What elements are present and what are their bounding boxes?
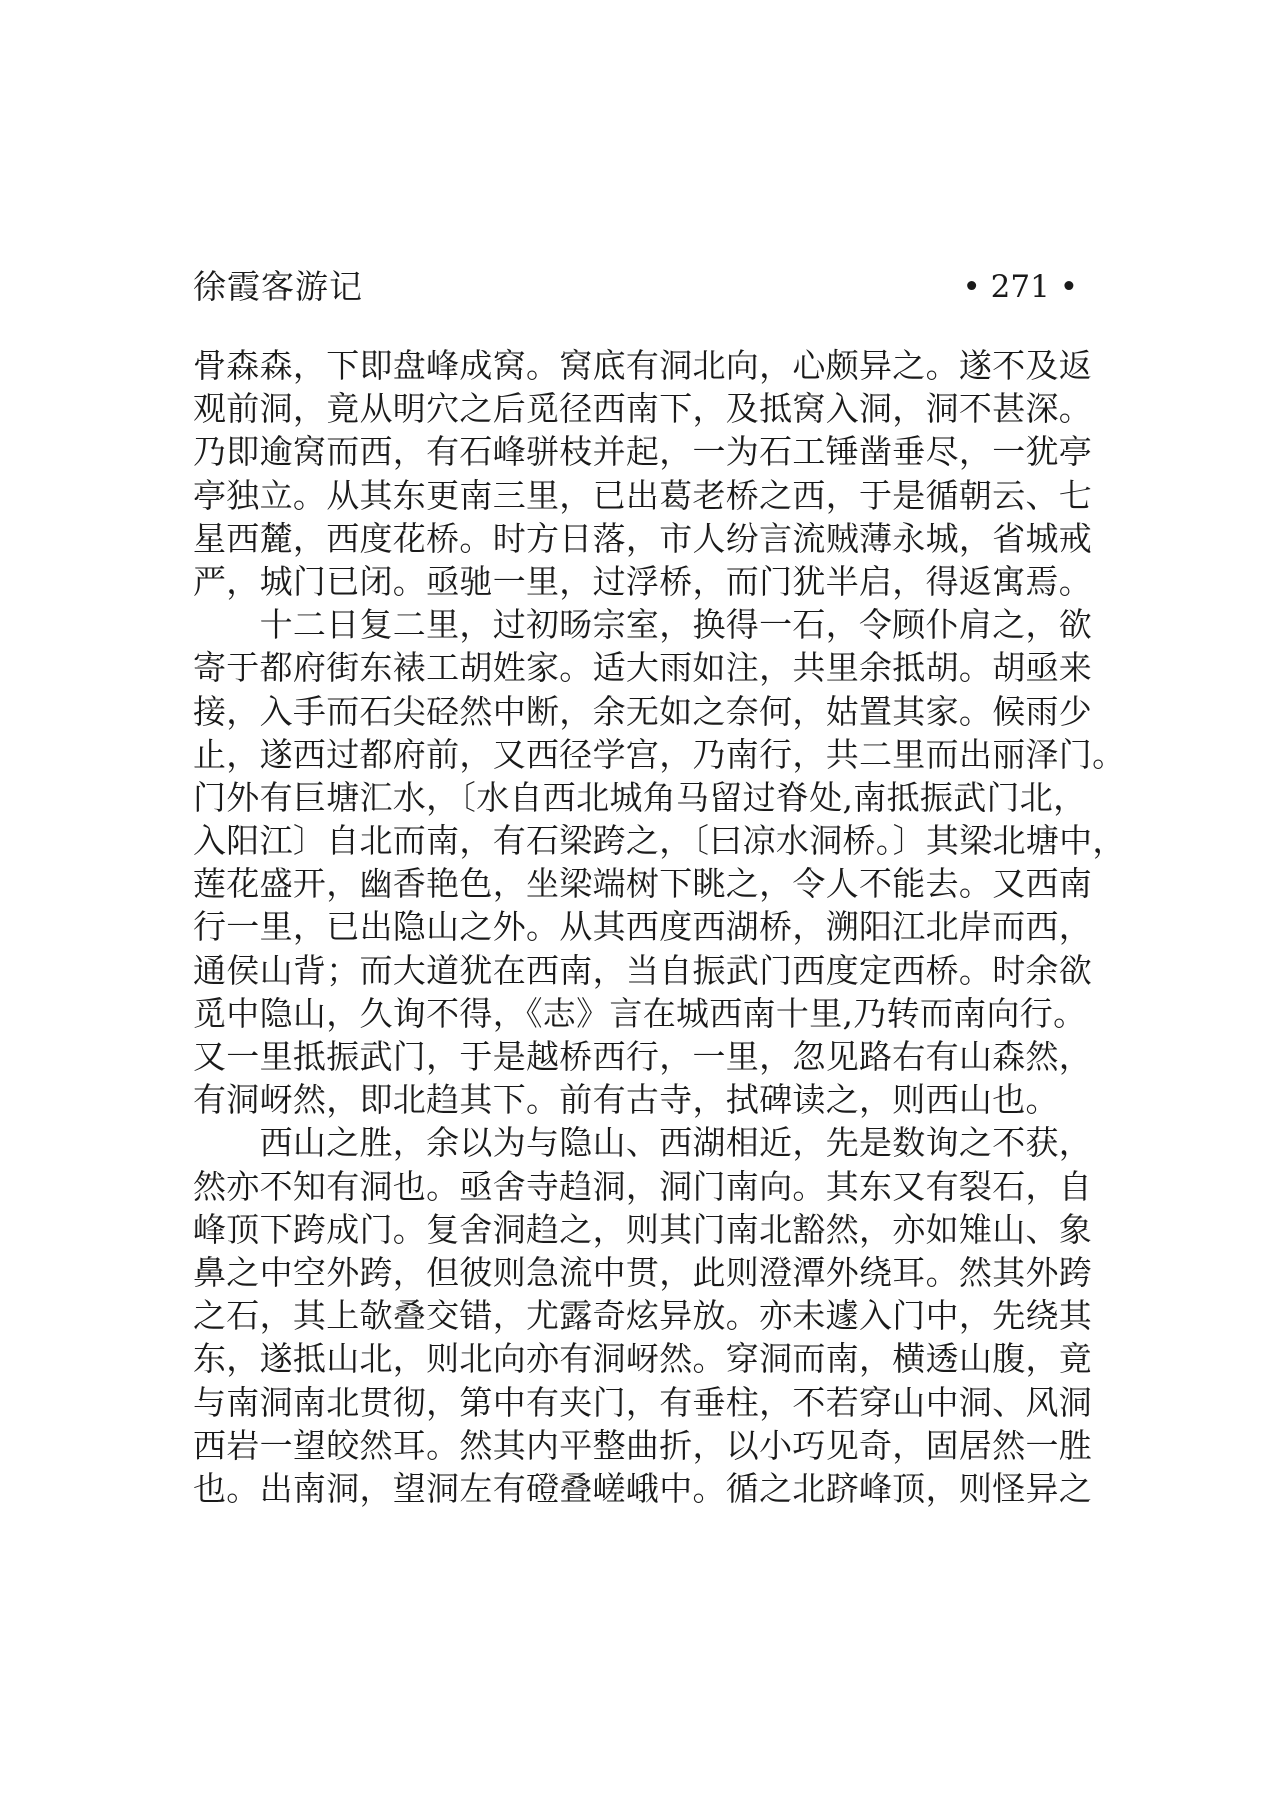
text-line: 亭独立。从其东更南三里，已出葛老桥之西，于是循朝云、七 bbox=[193, 475, 1093, 515]
text-line: 与南洞南北贯彻，第中有夹门，有垂柱，不若穿山中洞、风洞 bbox=[193, 1382, 1093, 1422]
text-line: 鼻之中空外跨，但彼则急流中贯，此则澄潭外绕耳。然其外跨 bbox=[193, 1252, 1093, 1292]
text-line: 然亦不知有洞也。亟舍寺趋洞，洞门南向。其东又有裂石，自 bbox=[193, 1166, 1093, 1206]
text-line: 西岩一望皎然耳。然其内平整曲折，以小巧见奇，固居然一胜 bbox=[193, 1425, 1093, 1465]
text-line: 寄于都府街东裱工胡姓家。适大雨如注，共里余抵胡。胡亟来 bbox=[193, 648, 1093, 688]
text-line: 有洞岈然，即北趋其下。前有古寺，拭碑读之，则西山也。 bbox=[193, 1080, 1059, 1120]
text-line: 乃即逾窝而西，有石峰骈枝并起，一为石工锤凿垂尽，一犹亭 bbox=[193, 432, 1093, 472]
text-line: 也。出南洞，望洞左有磴叠嵯峨中。循之北跻峰顶，则怪异之 bbox=[193, 1468, 1093, 1508]
text-line: 骨森森，下即盘峰成窝。窝底有洞北向，心颇异之。遂不及返 bbox=[193, 346, 1093, 385]
text-line: 莲花盛开，幽香艳色，坐梁端树下眺之，令人不能去。又西南 bbox=[193, 864, 1093, 904]
text-line: 峰顶下跨成门。复舍洞趋之，则其门南北豁然，亦如雉山、象 bbox=[193, 1209, 1093, 1249]
text-line: 观前洞，竟从明穴之后觅径西南下，及抵窝入洞，洞不甚深。 bbox=[193, 389, 1093, 429]
page-number: • 271 • bbox=[962, 269, 1078, 305]
book-title: 徐霞客游记 bbox=[193, 267, 363, 306]
text-line: 西山之胜，余以为与隐山、西湖相近，先是数询之不获， bbox=[193, 1123, 1093, 1163]
text-line: 觅中隐山，久询不得，《志》言在城西南十里,乃转而南向行。 bbox=[193, 993, 1087, 1033]
running-header bbox=[193, 262, 1078, 312]
text-line: 入阳江〕自北而南，有石梁跨之，〔曰凉水洞桥。〕其梁北塘中， bbox=[193, 821, 1126, 861]
body-text bbox=[193, 344, 1126, 1510]
text-line: 接，入手而石尖硁然中断，余无如之奈何，姑置其家。候雨少 bbox=[193, 691, 1093, 731]
text-line: 又一里抵振武门，于是越桥西行，一里，忽见路右有山森然， bbox=[193, 1037, 1093, 1076]
text-line: 严，城门已闭。亟驰一里，过浮桥，而门犹半启，得返寓焉。 bbox=[193, 561, 1093, 601]
text-line: 通侯山背；而大道犹在西南，当自振武门西度定西桥。时余欲 bbox=[193, 950, 1093, 990]
text-line: 十二日复二里，过初旸宗室，换得一石，令顾仆肩之，欲 bbox=[193, 605, 1093, 645]
text-line: 东，遂抵山北，则北向亦有洞岈然。穿洞而南，横透山腹，竟 bbox=[193, 1339, 1093, 1379]
text-line: 行一里，已出隐山之外。从其西度西湖桥，溯阳江北岸而西， bbox=[193, 907, 1093, 947]
text-line: 止，遂西过都府前，又西径学宫，乃南行，共二里而出丽泽门。 bbox=[193, 734, 1126, 774]
text-line: 门外有巨塘汇水，〔水自西北城角马留过脊处,南抵振武门北， bbox=[193, 777, 1087, 817]
text-line: 之石，其上欹叠交错，尤露奇炫异放。亦未遽入门中，先绕其 bbox=[193, 1296, 1093, 1336]
text-line: 星西麓，西度花桥。时方日落，市人纷言流贼薄永城，省城戒 bbox=[193, 518, 1093, 558]
